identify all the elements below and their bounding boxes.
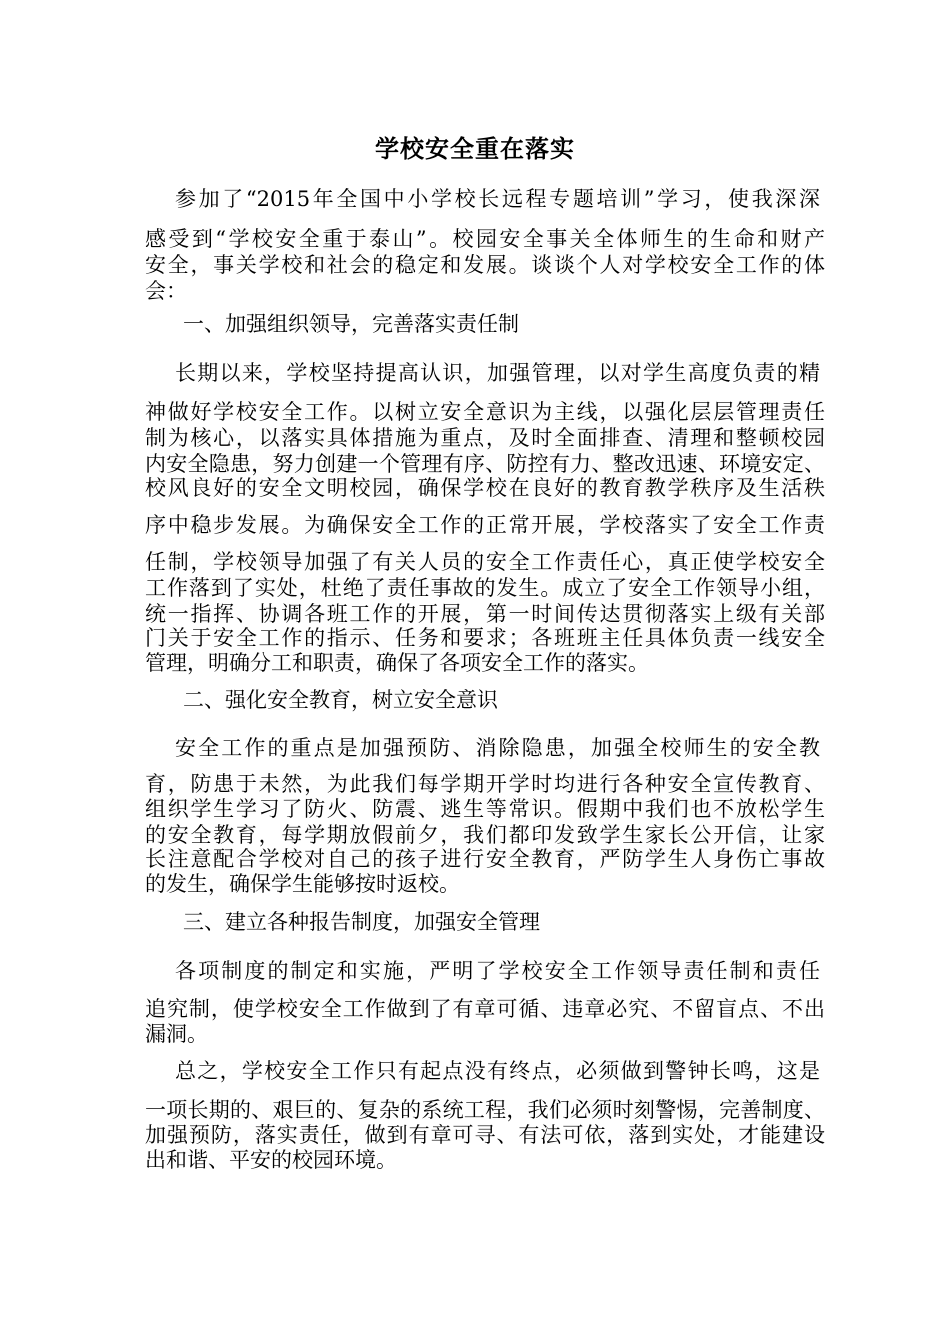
paragraph-line: 的安全教育，每学期放假前夕，我们都印发致学生家长公开信，让家 [145, 823, 825, 847]
paragraph-line: 参加了“2015年全国中小学校长远程专题培训”学习，使我深深 [175, 187, 820, 211]
paragraph-line: 安全，事关学校和社会的稳定和发展。谈谈个人对学校安全工作的体 [145, 253, 825, 277]
paragraph-line: 感受到“学校安全重于泰山”。校园安全事关全体师生的生命和财产 [145, 227, 825, 251]
paragraph-line: 制为核心，以落实具体措施为重点，及时全面排查、清理和整顿校园 [145, 426, 825, 450]
paragraph-line: 校风良好的安全文明校园，确保学校在良好的教育教学秩序及生活秩 [145, 476, 825, 500]
paragraph-line: 工作落到了实处，杜绝了责任事故的发生。成立了安全工作领导小组， [145, 576, 825, 600]
paragraph-line: 序中稳步发展。为确保安全工作的正常开展，学校落实了安全工作责 [145, 513, 825, 537]
paragraph-line: 出和谐、平安的校园环境。 [145, 1148, 397, 1172]
section-heading: 一、加强组织领导，完善落实责任制 [183, 312, 519, 336]
paragraph-line: 安全工作的重点是加强预防、消除隐患，加强全校师生的安全教 [175, 736, 820, 760]
section-heading: 三、建立各种报告制度，加强安全管理 [183, 910, 540, 934]
paragraph-line: 会： [145, 279, 187, 303]
paragraph-line: 任制，学校领导加强了有关人员的安全工作责任心，真正使学校安全 [145, 550, 825, 574]
paragraph-line: 各项制度的制定和实施，严明了学校安全工作领导责任制和责任 [175, 959, 820, 983]
paragraph-line: 一项长期的、艰巨的、复杂的系统工程，我们必须时刻警惕，完善制度、 [145, 1098, 825, 1122]
paragraph-line: 长期以来，学校坚持提高认识，加强管理，以对学生高度负责的精 [175, 361, 820, 385]
paragraph-line: 门关于安全工作的指示、任务和要求；各班班主任具体负责一线安全 [145, 626, 825, 650]
paragraph-line: 漏洞。 [145, 1022, 208, 1046]
section-heading: 二、强化安全教育，树立安全意识 [183, 688, 498, 712]
paragraph-line: 神做好学校安全工作。以树立安全意识为主线，以强化层层管理责任 [145, 400, 825, 424]
paragraph-line: 长注意配合学校对自己的孩子进行安全教育，严防学生人身伤亡事故 [145, 847, 825, 871]
paragraph-line: 的发生，确保学生能够按时返校。 [145, 872, 460, 896]
paragraph-line: 总之，学校安全工作只有起点没有终点，必须做到警钟长鸣，这是 [175, 1059, 820, 1083]
paragraph-line: 加强预防，落实责任，做到有章可寻、有法可依，落到实处，才能建设 [145, 1123, 825, 1147]
paragraph-line: 组织学生学习了防火、防震、逃生等常识。假期中我们也不放松学生 [145, 797, 825, 821]
paragraph-line: 统一指挥、协调各班工作的开展，第一时间传达贯彻落实上级有关部 [145, 602, 825, 626]
paragraph-line: 育，防患于未然，为此我们每学期开学时均进行各种安全宣传教育、 [145, 772, 825, 796]
document-title: 学校安全重在落实 [375, 134, 575, 163]
paragraph-line: 追究制，使学校安全工作做到了有章可循、违章必究、不留盲点、不出 [145, 997, 825, 1021]
paragraph-line: 内安全隐患，努力创建一个管理有序、防控有力、整改迅速、环境安定、 [145, 452, 825, 476]
paragraph-line: 管理，明确分工和职责，确保了各项安全工作的落实。 [145, 651, 649, 675]
